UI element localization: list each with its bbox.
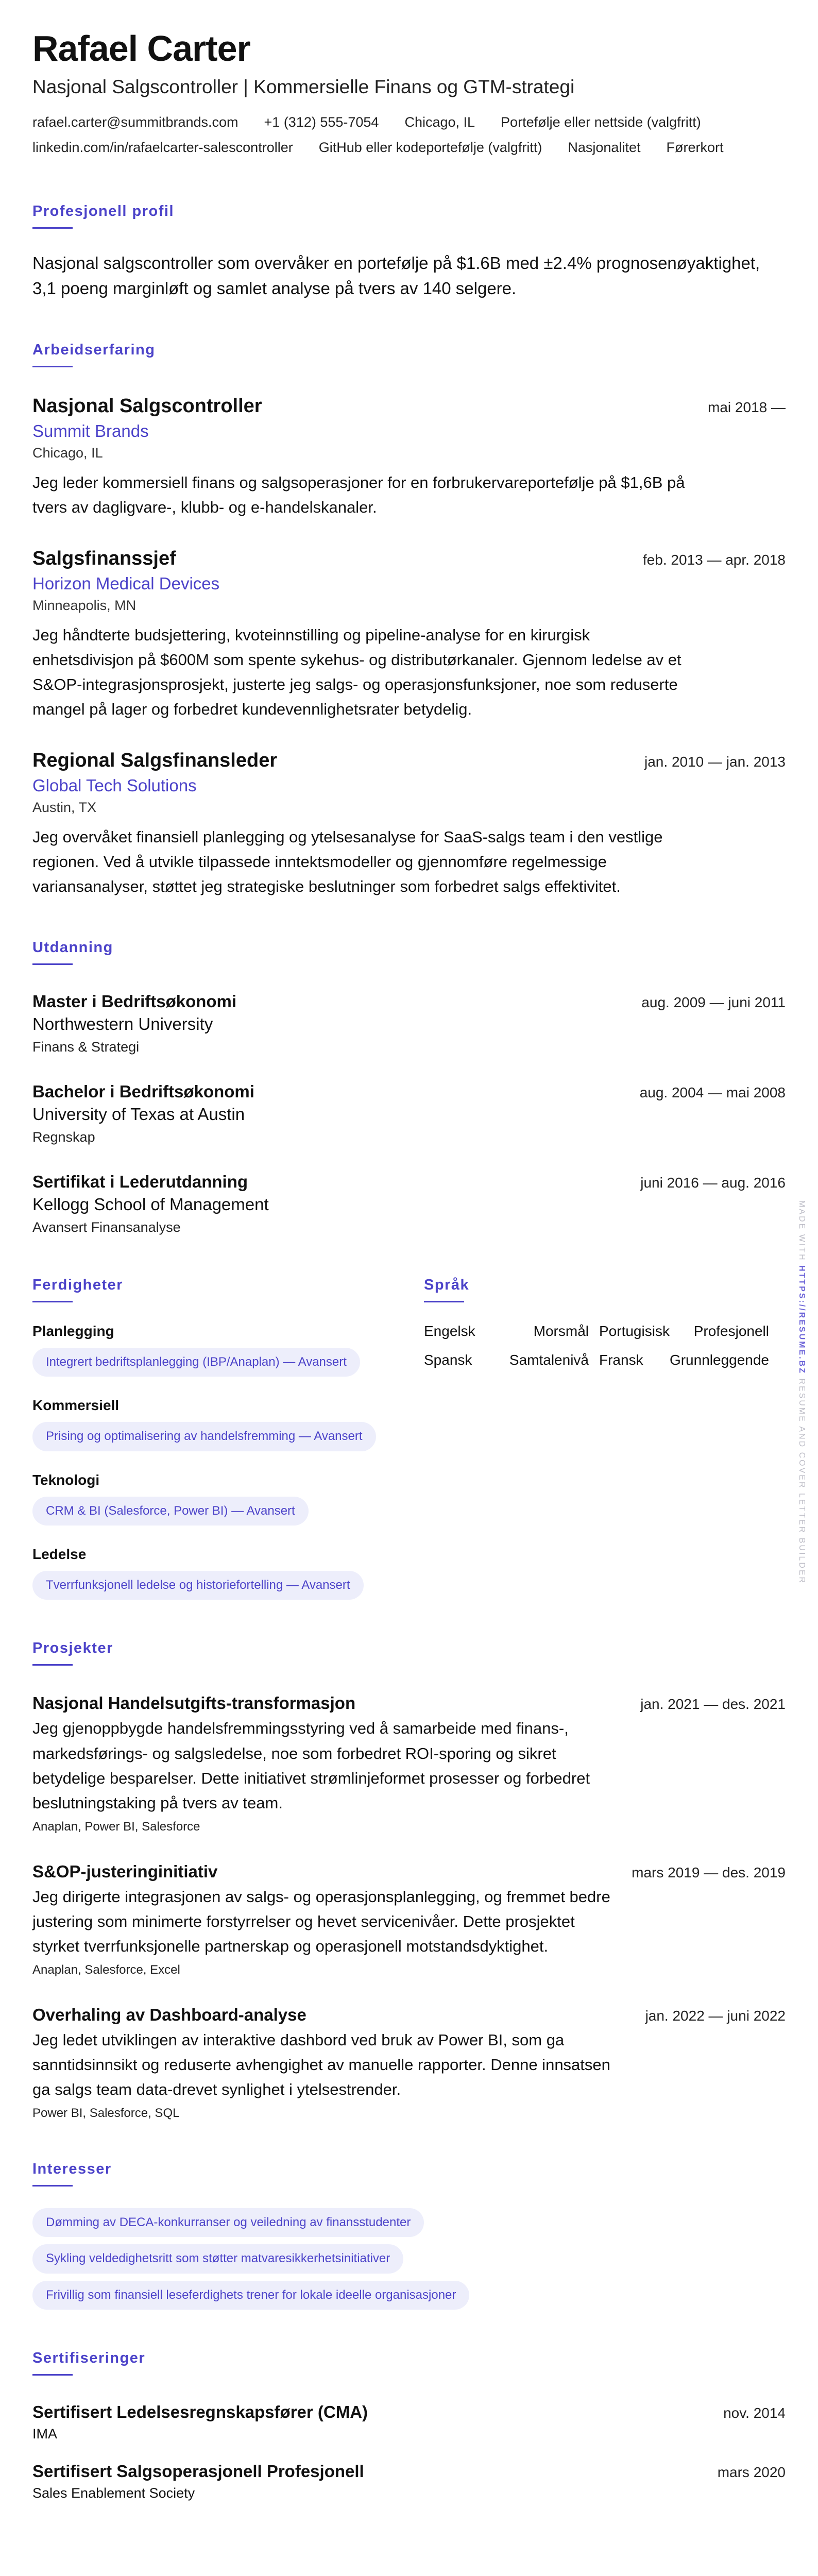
education-degree: Sertifikat i Lederutdanning xyxy=(32,1172,248,1191)
project-date: mars 2019 — des. 2019 xyxy=(632,1864,786,1880)
education-field: Avansert Finansanalyse xyxy=(32,1219,181,1235)
section-title: Arbeidserfaring xyxy=(32,341,156,358)
projects-section xyxy=(32,1640,786,2120)
skill-pill: Tverrfunksjonell ledelse og historiefortelling — Avansert xyxy=(32,1571,364,1600)
language-item xyxy=(424,1323,599,1340)
section-divider xyxy=(32,366,73,367)
language-level: Samtalenivå xyxy=(509,1351,589,1368)
education-school: Kellogg School of Management xyxy=(32,1194,269,1214)
education-degree: Master i Bedriftsøkonomi xyxy=(32,991,237,1011)
education-entry xyxy=(32,1172,786,1235)
interest-pill: Dømming av DECA-konkurranser og veiledning av finansstudenter xyxy=(32,2208,424,2237)
interests-section xyxy=(32,2161,786,2310)
education-field: Finans & Strategi xyxy=(32,1039,140,1055)
certification-name: Sertifisert Ledelsesregnskapsfører (CMA) xyxy=(32,2402,368,2422)
skills-languages-row xyxy=(32,1277,786,1600)
education-entry xyxy=(32,992,786,1055)
section-divider xyxy=(424,1301,464,1302)
section-title: Sertifiseringer xyxy=(32,2350,146,2367)
skill-pill: CRM & BI (Salesforce, Power BI) — Avansert xyxy=(32,1497,309,1526)
language-item xyxy=(424,1352,599,1368)
interest-pill: Frivillig som finansiell leseferdighets trener for lokale ideelle organisasjoner xyxy=(32,2281,469,2310)
job-entry xyxy=(32,548,786,722)
certification-date: nov. 2014 xyxy=(723,2405,786,2421)
language-name: Engelsk xyxy=(424,1323,475,1339)
watermark-suffix: RESUME AND COVER LETTER BUILDER xyxy=(797,1378,806,1585)
contact-phone[interactable]: +1 (312) 555-7054 xyxy=(264,114,379,130)
job-entry xyxy=(32,750,786,899)
job-date: mai 2018 — xyxy=(708,399,786,415)
certification-issuer: IMA xyxy=(32,2426,58,2442)
contact-list xyxy=(32,114,754,156)
contact-github[interactable]: GitHub eller kodeportefølje (valgfritt) xyxy=(318,139,542,155)
language-name: Portugisisk xyxy=(599,1323,670,1339)
education-date: juni 2016 — aug. 2016 xyxy=(640,1174,786,1191)
profile-summary: Nasjonal salgscontroller som overvåker en portefølje på $1.6B med ±2.4% prognosenøyaktighet, 3,1 poeng marginløft og samlet analyse på tvers av 140 selgere. xyxy=(32,253,760,298)
skill-group xyxy=(32,1397,424,1451)
job-company: Global Tech Solutions xyxy=(32,775,197,795)
interest-list xyxy=(32,2208,786,2310)
education-school: Northwestern University xyxy=(32,1014,213,1033)
project-date: jan. 2021 — des. 2021 xyxy=(640,1696,786,1713)
language-name: Fransk xyxy=(599,1351,643,1368)
contact-location: Chicago, IL xyxy=(404,114,475,130)
education-field: Regnskap xyxy=(32,1129,95,1145)
contact-license: Førerkort xyxy=(666,139,724,155)
section-title: Interesser xyxy=(32,2160,112,2177)
job-date: feb. 2013 — apr. 2018 xyxy=(642,551,786,568)
job-company: Summit Brands xyxy=(32,421,149,440)
language-level: Grunnleggende xyxy=(669,1351,769,1368)
skill-group xyxy=(32,1546,424,1600)
section-divider xyxy=(32,1301,73,1302)
certifications-section xyxy=(32,2350,786,2501)
skill-pill: Prising og optimalisering av handelsfremming — Avansert xyxy=(32,1422,376,1451)
project-tech: Anaplan, Salesforce, Excel xyxy=(32,1962,180,1977)
language-item xyxy=(599,1352,779,1368)
project-tech: Anaplan, Power BI, Salesforce xyxy=(32,1819,200,1834)
language-level: Profesjonell xyxy=(693,1323,769,1339)
education-date: aug. 2004 — mai 2008 xyxy=(639,1084,786,1100)
skills-section xyxy=(32,1277,424,1600)
certification-issuer: Sales Enablement Society xyxy=(32,2485,195,2501)
education-degree: Bachelor i Bedriftsøkonomi xyxy=(32,1081,254,1101)
job-location: Chicago, IL xyxy=(32,445,103,461)
job-date: jan. 2010 — jan. 2013 xyxy=(644,753,786,770)
job-entry xyxy=(32,395,786,520)
certification-name: Sertifisert Salgsoperasjonell Profesjonell xyxy=(32,2462,364,2481)
job-description: Jeg overvåket finansiell planlegging og ytelsesanalyse for SaaS-salgs team i den vestlige regionen. Ved å utvikle tilpassede inntektsmodeller og gjennomføre regelmessige variansanalyser, støttet jeg strategiske beslutninger som forbedret salgs effektivitet. xyxy=(32,827,663,895)
language-level: Morsmål xyxy=(533,1323,589,1339)
job-description: Jeg håndterte budsjettering, kvoteinnstilling og pipeline-analyse for en kirurgisk enhetsdivisjon på $600M som spente sykehus- og distributørkanaler. Gjennom ledelse av et S&OP-integrasjonsprosjekt, justerte jeg salgs- og operasjonsfunksjoner, noe som reduserte mangel på lager og forbedret kundevennlighetsrater betydelig. xyxy=(32,625,681,718)
certification-date: mars 2020 xyxy=(717,2464,786,2481)
section-divider xyxy=(32,963,73,965)
section-title: Prosjekter xyxy=(32,1640,113,1657)
job-title: Nasjonal Salgscontroller xyxy=(32,395,262,417)
skill-category: Planlegging xyxy=(32,1323,114,1339)
skill-category: Ledelse xyxy=(32,1546,87,1563)
skill-category: Teknologi xyxy=(32,1471,100,1488)
project-description: Jeg dirigerte integrasjonen av salgs- og operasjonsplanlegging, og fremmet bedre justering som minimerte forstyrrelser og hevet servicenivåer. Dette prosjektet styrket tverrfunksjonelle partnerskap og operasjonell motstandsdyktighet. xyxy=(32,1887,610,1955)
job-company: Horizon Medical Devices xyxy=(32,573,220,593)
resume-page xyxy=(32,30,786,2501)
education-entry xyxy=(32,1082,786,1145)
project-name: Overhaling av Dashboard-analyse xyxy=(32,2005,306,2024)
project-description: Jeg gjenoppbygde handelsfremmingsstyring ved å samarbeide med finans-, markedsførings- og salgsledelse, noe som forbedret ROI-sporing og sikret betydelige besparelser. Dette initiativet strømlinjeformet prosesser og forbedret beslutningstaking på tvers av team. xyxy=(32,1719,590,1812)
project-entry xyxy=(32,2005,786,2121)
project-entry xyxy=(32,1693,786,1834)
languages-section xyxy=(424,1277,785,1600)
project-date: jan. 2022 — juni 2022 xyxy=(645,2007,786,2024)
candidate-name: Rafael Carter xyxy=(32,28,250,69)
contact-nationality: Nasjonalitet xyxy=(568,139,641,155)
watermark-link[interactable]: HTTPS://RESUME.BZ xyxy=(797,1265,806,1375)
project-name: S&OP-justeringinitiativ xyxy=(32,1861,218,1881)
section-title: Utdanning xyxy=(32,939,113,956)
skill-group xyxy=(32,1472,424,1526)
project-entry xyxy=(32,1862,786,1977)
experience-section xyxy=(32,342,786,899)
section-title: Ferdigheter xyxy=(32,1276,124,1293)
section-divider xyxy=(32,2185,73,2187)
certification-entry xyxy=(32,2402,786,2442)
job-location: Minneapolis, MN xyxy=(32,597,137,613)
job-title: Regional Salgsfinansleder xyxy=(32,749,278,771)
project-tech: Power BI, Salesforce, SQL xyxy=(32,2106,180,2120)
profile-section xyxy=(32,203,786,301)
contact-portfolio[interactable]: Portefølje eller nettside (valgfritt) xyxy=(501,114,701,130)
contact-linkedin[interactable]: linkedin.com/in/rafaelcarter-salescontroller xyxy=(32,139,293,155)
job-location: Austin, TX xyxy=(32,799,97,815)
project-name: Nasjonal Handelsutgifts-transformasjon xyxy=(32,1693,356,1713)
section-divider xyxy=(32,1664,73,1666)
section-divider xyxy=(32,2374,73,2376)
education-section xyxy=(32,939,786,1235)
skill-group xyxy=(32,1323,424,1377)
job-description: Jeg leder kommersiell finans og salgsoperasjoner for en forbrukervareportefølje på $1,6B på tvers av dagligvare-, klubb- og e-handelskanaler. xyxy=(32,473,685,516)
skill-pill: Integrert bedriftsplanlegging (IBP/Anaplan) — Avansert xyxy=(32,1348,360,1377)
education-school: University of Texas at Austin xyxy=(32,1104,245,1124)
interest-pill: Sykling veldedighetsritt som støtter matvaresikkerhetsinitiativer xyxy=(32,2244,403,2273)
skill-category: Kommersiell xyxy=(32,1397,120,1414)
builder-watermark xyxy=(797,1200,806,1584)
candidate-headline: Nasjonal Salgscontroller | Kommersielle Finans og GTM-strategi xyxy=(32,76,575,97)
certification-entry xyxy=(32,2462,786,2501)
section-title: Språk xyxy=(424,1276,470,1293)
watermark-prefix: MADE WITH xyxy=(797,1200,806,1262)
language-grid xyxy=(424,1323,785,1368)
language-item xyxy=(599,1323,779,1340)
contact-email[interactable]: rafael.carter@summitbrands.com xyxy=(32,114,238,130)
education-date: aug. 2009 — juni 2011 xyxy=(641,994,786,1010)
project-description: Jeg ledet utviklingen av interaktive dashbord ved bruk av Power BI, som ga sanntidsinnsikt og reduserte avhengighet av manuelle rapporter. Denne innsatsen ga salgs team data-drevet synlighet i ytelsestrender. xyxy=(32,2030,610,2098)
job-title: Salgsfinanssjef xyxy=(32,547,176,569)
language-name: Spansk xyxy=(424,1351,472,1368)
section-divider xyxy=(32,227,73,229)
section-title: Profesjonell profil xyxy=(32,202,175,219)
